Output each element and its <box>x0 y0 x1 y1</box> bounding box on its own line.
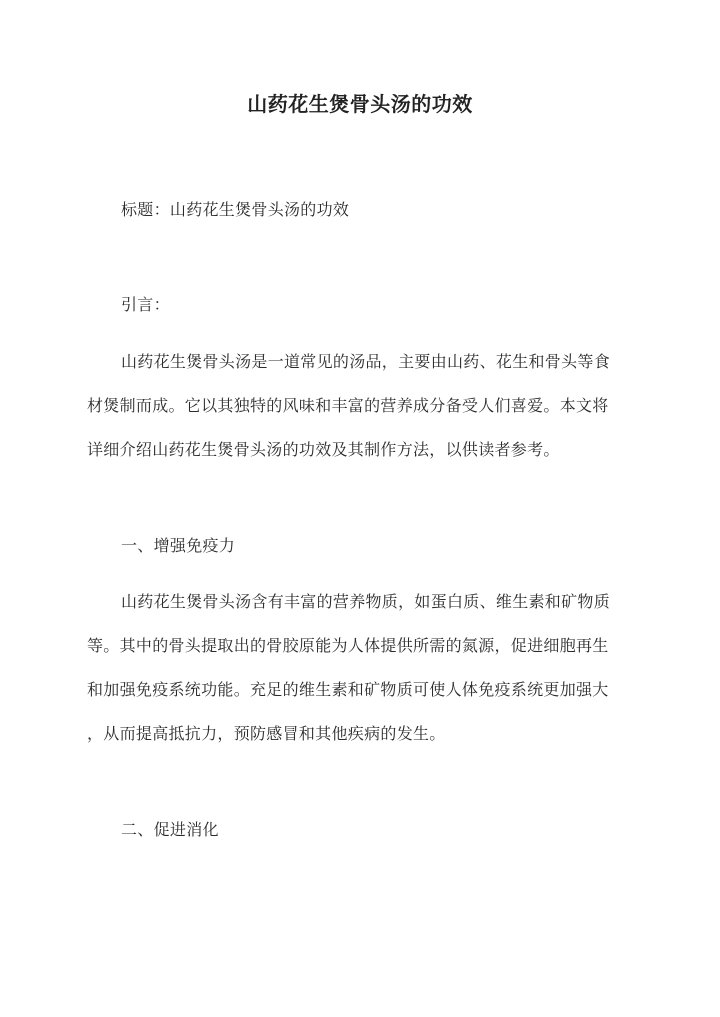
section1-paragraph-line: ，从而提高抵抗力，预防感冒和其他疾病的发生。 <box>87 724 446 743</box>
document-title: 山药花生煲骨头汤的功效 <box>247 92 473 116</box>
section-heading-digestion: 二、促进消化 <box>121 820 219 839</box>
section-heading-immunity: 一、增强免疫力 <box>121 536 236 555</box>
intro-paragraph-line: 山药花生煲骨头汤是一道常见的汤品，主要由山药、花生和骨头等食 <box>121 352 611 371</box>
intro-paragraph-line: 详细介绍山药花生煲骨头汤的功效及其制作方法，以供读者参考。 <box>87 440 560 459</box>
section1-paragraph-line: 山药花生煲骨头汤含有丰富的营养物质，如蛋白质、维生素和矿物质 <box>121 592 611 611</box>
intro-paragraph-line: 材煲制而成。它以其独特的风味和丰富的营养成分备受人们喜爱。本文将 <box>87 396 609 415</box>
section1-paragraph-line: 等。其中的骨头提取出的骨胶原能为人体提供所需的氮源，促进细胞再生 <box>87 636 609 655</box>
section1-paragraph-line: 和加强免疫系统功能。充足的维生素和矿物质可使人体免疫系统更加强大 <box>87 680 609 699</box>
subject-line: 标题：山药花生煲骨头汤的功效 <box>121 200 350 219</box>
intro-heading: 引言： <box>121 295 170 314</box>
